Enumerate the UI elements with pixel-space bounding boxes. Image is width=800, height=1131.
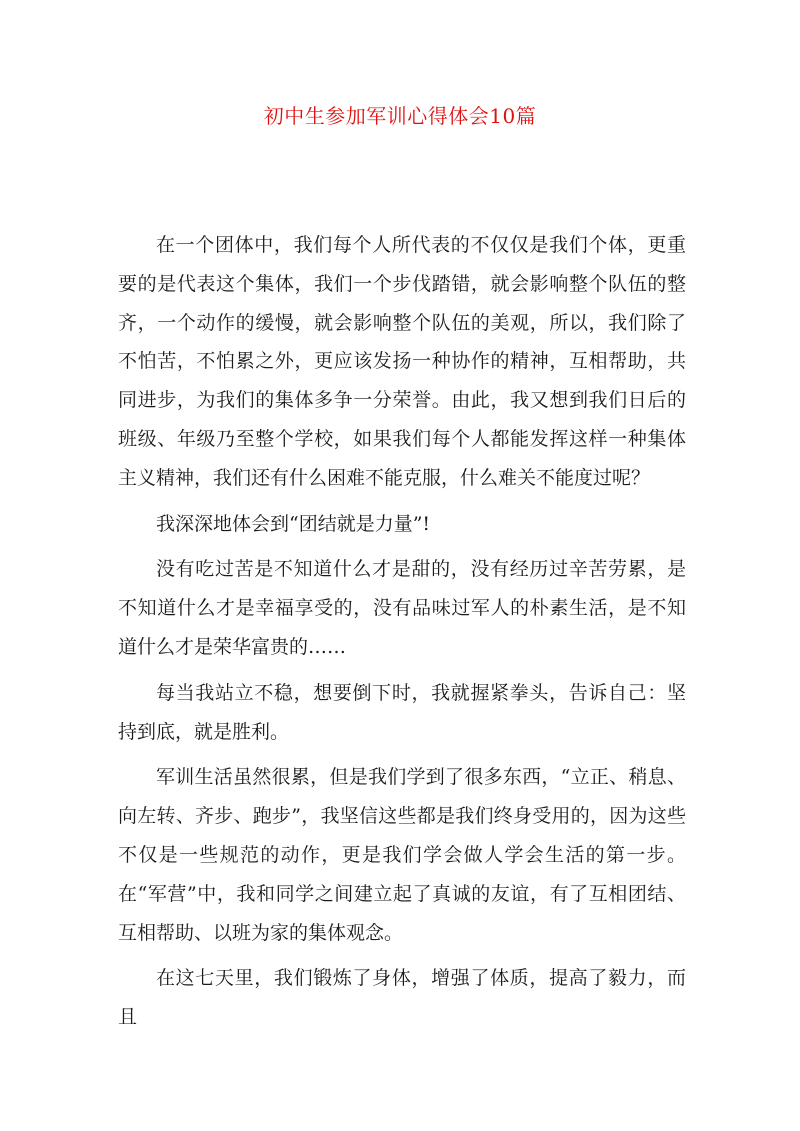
paragraph-5: 军训生活虽然很累，但是我们学到了很多东西，“立正、稍息、向左转、齐步、跑步”，我坚信这些都是我们终身受用的，因为这些不仅是一些规范的动作，更是我们学会做人学会生活的第一步。在“军营”中，我和同学之间建立起了真诚的友谊，有了互相团结、互相帮助、以班为家的集体观念。 [118, 766, 686, 944]
document-body [118, 226, 686, 1044]
paragraph-3: 没有吃过苦是不知道什么才是甜的，没有经历过辛苦劳累，是不知道什么才是幸福享受的，没有品味过军人的朴素生活，是不知道什么才是荣华富贵的…… [118, 558, 686, 658]
paragraph-6: 在这七天里，我们锻炼了身体，增强了体质，提高了毅力，而且 [118, 967, 686, 1029]
paragraph-4: 每当我站立不稳，想要倒下时，我就握紧拳头，告诉自己：坚持到底，就是胜利。 [118, 681, 686, 743]
paragraph-2: 我深深地体会到“团结就是力量”! [156, 512, 431, 535]
document-title: 初中生参加军训心得体会10篇 [263, 104, 537, 128]
paragraph-1: 在一个团体中，我们每个人所代表的不仅仅是我们个体，更重要的是代表这个集体，我们一个步伐踏错，就会影响整个队伍的整齐，一个动作的缓慢，就会影响整个队伍的美观，所以，我们除了不怕苦，不怕累之外，更应该发扬一种协作的精神，互相帮助，共同进步，为我们的集体多争一分荣誉。由此，我又想到我们日后的班级、年级乃至整个学校，如果我们每个人都能发挥这样一种集体主义精神，我们还有什么困难不能克服，什么难关不能度过呢？ [118, 234, 686, 489]
